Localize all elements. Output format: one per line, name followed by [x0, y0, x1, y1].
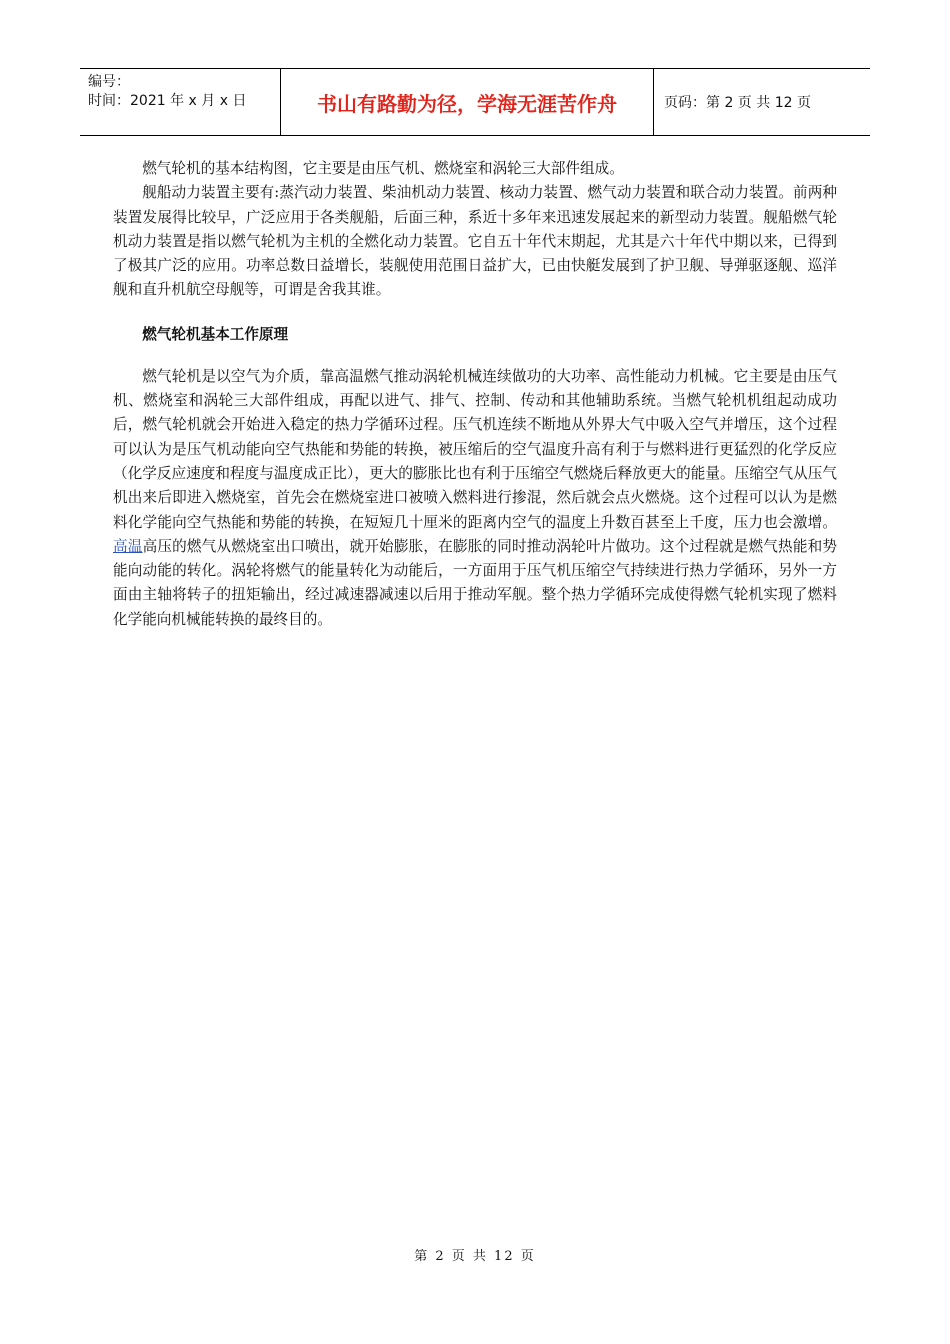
page-footer: 第 2 页 共 12 页 [414, 1249, 536, 1264]
paragraph-ship-power: 舰船动力装置主要有:蒸汽动力装置、柴油机动力装置、核动力装置、燃气动力装置和联合动力装置。前两种装置发展得比较早，广泛应用于各类舰船，后面三种，系近十多年来迅速发展起来的新型动力装置。舰船燃气轮机动力装置是指以燃气轮机为主机的全燃化动力装置。它自五十年代末期起，尤其是六十年代中期以来，已得到了极其广泛的应用。功率总数日益增长，装舰使用范围日益扩大，已由快艇发展到了护卫舰、导弹驱逐舰、巡洋舰和直升机航空母舰等，可谓是舍我其谁。 [113, 184, 837, 299]
document-number-label: 编号： [88, 74, 130, 90]
paragraph-text-part2: 高压的燃气从燃烧室出口喷出，就开始膨胀，在膨胀的同时推动涡轮叶片做功。这个过程就是燃气热能和势能向动能的转化。涡轮将燃气的能量转化为动能后，一方面用于压气机压缩空气持续进行热力学循环，另外一方面由主轴将转子的扭矩输出，经过减速器减速以后用于推动军舰。整个热力学循环完成使得燃气轮机实现了燃料化学能向机械能转换的最终目的。 [113, 537, 837, 628]
header-motto: 书山有路勤为径，学海无涯苦作舟 [281, 69, 654, 135]
document-body [113, 157, 837, 632]
high-temperature-link[interactable]: 高温 [113, 537, 143, 555]
page-header [80, 68, 870, 136]
header-left-cell [80, 69, 281, 135]
section-heading: 燃气轮机基本工作原理 [142, 325, 289, 343]
paragraph-structure-intro: 燃气轮机的基本结构图，它主要是由压气机、燃烧室和涡轮三大部件组成。 [142, 160, 624, 177]
paragraph-working-principle [113, 365, 837, 632]
paragraph-text-part1: 燃气轮机是以空气为介质，靠高温燃气推动涡轮机械连续做功的大功率、高性能动力机械。它主要是由压气机、燃烧室和涡轮三大部件组成，再配以进气、排气、控制、传动和其他辅助系统。当燃气轮机机组起动成功后，燃气轮机就会开始进入稳定的热力学循环过程。压气机连续不断地从外界大气中吸入空气并增压，这个过程可以认为是压气机动能向空气热能和势能的转换，被压缩后的空气温度升高有利于与燃料进行更猛烈的化学反应（化学反应速度和程度与温度成正比），更大的膨胀比也有利于压缩空气燃烧后释放更大的能量。压缩空气从压气机出来后即进入燃烧室，首先会在燃烧室进口被喷入燃料进行掺混，然后就会点火燃烧。这个过程可以认为是燃料化学能向空气热能和势能的转换，在短短几十厘米的距离内空气的温度上升数百甚至上千度，压力也会激增。 [113, 367, 837, 531]
document-time-label: 时间：2021 年 x 月 x 日 [88, 93, 247, 109]
header-page-info: 页码：第 2 页 共 12 页 [664, 95, 811, 111]
